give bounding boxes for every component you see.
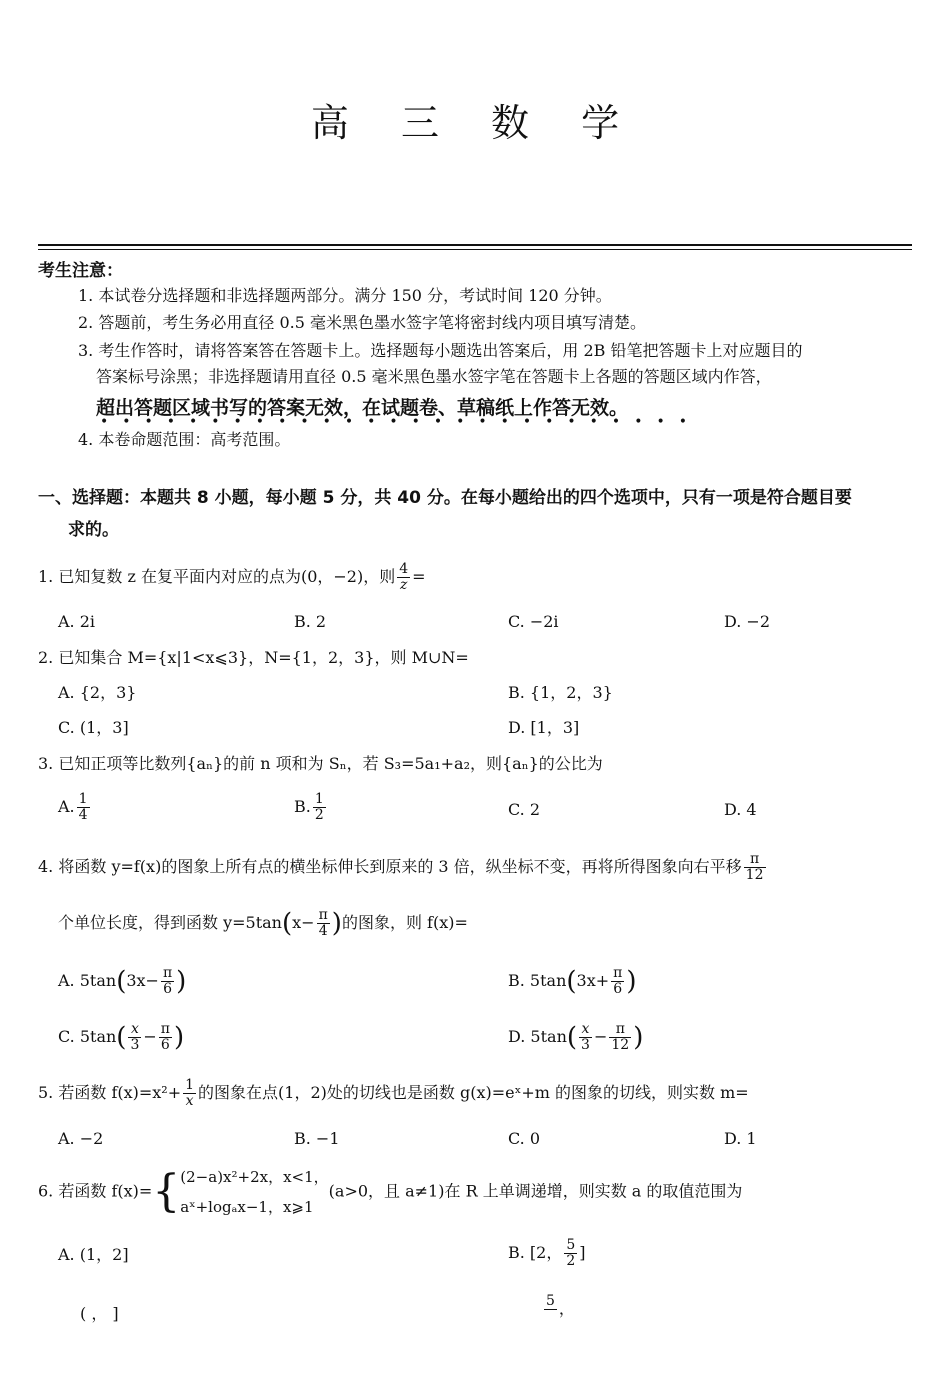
option-a[interactable]: A. 5tan(3x− $\frac{\pi}{6}$ ) (58, 965, 187, 997)
option-d[interactable]: D. 5tan( $\frac{x}{3}$ − $\frac{\pi}{12}$ ) (508, 1021, 644, 1053)
option-a[interactable]: A. {2，3} (58, 683, 137, 702)
option-c[interactable]: C. (1，3] (58, 718, 129, 737)
option-b[interactable]: B. 2 (294, 612, 327, 631)
question-1: 1. 已知复数 z 在复平面内对应的点为(0，−2)，则 $\frac{4}{z}$ = (38, 561, 426, 593)
page-title: 高 三 数 学 (310, 101, 640, 145)
option-c[interactable]: C. 0 (508, 1129, 541, 1148)
notice-item-3-cont: 答案标号涂黑；非选择题请用直径 0.5 毫米黑色墨水签字笔在答题卡上各题的答题区域内作答， (96, 367, 772, 386)
notice-item-2: 2. 答题前，考生务必用直径 0.5 毫米黑色墨水签字笔将密封线内项目填写清楚。 (78, 313, 646, 332)
option-b[interactable]: B. 5tan(3x+ $\frac{\pi}{6}$ ) (508, 965, 637, 997)
notice-item-4: 4. 本卷命题范围：高考范围。 (78, 430, 291, 449)
option-b[interactable]: B. $\frac{1}{2}$ (294, 791, 324, 823)
option-c[interactable]: C. −2i (508, 612, 559, 631)
option-d[interactable]: 5 ， (546, 1293, 575, 1318)
notice-item-3: 3. 考生作答时，请将答案答在答题卡上。选择题每小题选出答案后，用 2B 铅笔把答题卡上对应题目的 (78, 341, 803, 360)
notice-warning: 超出答题区域书写的答案无效，在试题卷、草稿纸上作答无效。 (96, 397, 629, 419)
option-a[interactable]: A. (1，2] (58, 1245, 129, 1264)
option-d[interactable]: D. 1 (724, 1129, 757, 1148)
emphasis-dots: ••••••••••••••••••••••••••• (100, 414, 701, 430)
option-a[interactable]: A. −2 (58, 1129, 104, 1148)
option-d[interactable]: D. [1，3] (508, 718, 580, 737)
option-b[interactable]: B. [2， $\frac{5}{2}$ ] (508, 1237, 586, 1269)
question-stem: 1. 已知复数 z 在复平面内对应的点为(0，−2)，则 (38, 567, 396, 586)
fraction: $\frac{4}{z}$ (399, 561, 409, 593)
question-3: 3. 已知正项等比数列{aₙ}的前 n 项和为 Sₙ，若 S₃=5a₁+a₂，则{aₙ}的公比为 (38, 754, 603, 773)
section-line-2: 求的。 (68, 520, 119, 540)
option-c[interactable]: ( ， ] (80, 1304, 119, 1323)
question-4-cont: 个单位长度，得到函数 y=5tan(x− $\frac{\pi}{4}$ )的图象，则 f(x)= (58, 907, 468, 939)
option-a[interactable]: A. 2i (58, 612, 96, 631)
option-d[interactable]: D. −2 (724, 612, 771, 631)
divider (38, 244, 912, 246)
option-d[interactable]: D. 4 (724, 800, 757, 819)
option-a[interactable]: A. $\frac{1}{4}$ (58, 791, 88, 823)
question-2: 2. 已知集合 M={x|1<x⩽3}，N={1，2，3}，则 M∪N= (38, 648, 469, 667)
question-6: 6. 若函数 f(x)={ (2−a)x²+2x，x<1， aˣ+logₐx−1，x⩾1 (a>0，且 a≠1)在 R 上单调递增，则实数 a 的取值范围为 (38, 1166, 743, 1217)
option-c[interactable]: C. 2 (508, 800, 541, 819)
question-4: 4. 将函数 y=f(x)的图象上所有点的横坐标伸长到原来的 3 倍，纵坐标不变，再将所得图象向右平移 $\frac{\pi}{12}$ (38, 851, 764, 883)
notice-item-1: 1. 本试卷分选择题和非选择题两部分。满分 150 分，考试时间 120 分钟。 (78, 286, 612, 305)
section-line-1: 一、选择题：本题共 8 小题，每小题 5 分，共 40 分。在每小题给出的四个选项中，只有一项是符合题目要 (38, 488, 852, 508)
divider (38, 249, 912, 250)
option-c[interactable]: C. 5tan( $\frac{x}{3}$ − $\frac{\pi}{6}$ ) (58, 1021, 185, 1053)
notice-heading: 考生注意： (38, 261, 123, 281)
question-5: 5. 若函数 f(x)=x²+ $\frac{1}{x}$ 的图象在点(1，2)处的切线也是函数 g(x)=eˣ+m 的图象的切线，则实数 m= (38, 1077, 749, 1109)
option-b[interactable]: B. −1 (294, 1129, 340, 1148)
section-heading (38, 482, 918, 546)
option-b[interactable]: B. {1，2，3} (508, 683, 613, 702)
